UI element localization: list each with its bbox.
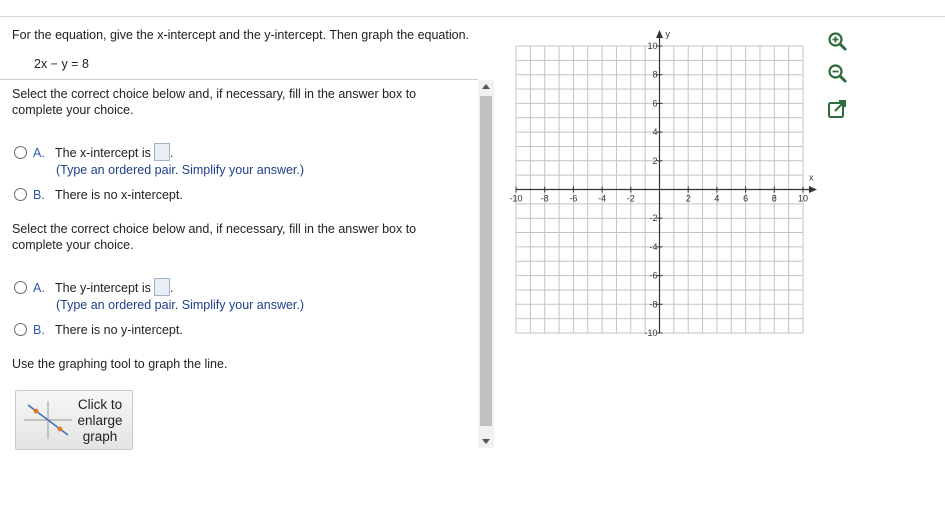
x-option-a[interactable] (14, 143, 173, 161)
y-option-a-radio[interactable] (14, 281, 27, 294)
x-option-b[interactable] (14, 188, 183, 202)
x-option-a-period: . (169, 146, 174, 160)
x-axis-label: x (809, 172, 814, 183)
y-axis-label: y (665, 29, 670, 39)
y-tick-label: -8 (649, 299, 658, 310)
question-pane (0, 17, 478, 457)
zoom-in-icon (826, 30, 848, 52)
coordinate-graph[interactable] (508, 27, 818, 339)
x-tick-label: 4 (714, 193, 720, 204)
y-option-a[interactable] (14, 278, 173, 296)
y-tick-label: 2 (652, 155, 658, 166)
x-tick-label: 2 (685, 193, 691, 204)
x-tick-label: -2 (626, 193, 635, 204)
scroll-up-arrow-icon[interactable] (482, 84, 490, 89)
graph-thumbnail-icon (22, 399, 74, 441)
external-link-icon (826, 98, 848, 120)
graph-instruction: Use the graphing tool to graph the line. (12, 357, 228, 371)
x-tick-label: -4 (598, 193, 607, 204)
y-intercept-answer-box[interactable] (154, 278, 170, 296)
scroll-down-arrow-icon[interactable] (482, 439, 490, 444)
y-tick-label: -6 (649, 270, 658, 281)
y-option-b-radio[interactable] (14, 323, 27, 336)
x-intercept-answer-box[interactable] (154, 143, 170, 161)
enlarge-graph-button[interactable] (15, 390, 133, 450)
y-tick-label: -2 (649, 213, 658, 224)
zoom-out-icon (826, 62, 848, 84)
y-tick-label: -4 (649, 241, 658, 252)
y-tick-label: 10 (647, 41, 658, 51)
enlarge-graph-label (74, 397, 126, 445)
x-option-b-radio[interactable] (14, 188, 27, 201)
x-option-b-letter: B. (33, 188, 45, 202)
x-tick-label: 10 (797, 193, 809, 204)
x-tick-label: -6 (569, 193, 578, 204)
y-tick-label: 8 (652, 69, 658, 80)
y-option-b-text: There is no y-intercept. (55, 323, 183, 337)
y-tick-label: 6 (652, 98, 658, 109)
y-option-a-hint: (Type an ordered pair. Simplify your answer.) (56, 298, 305, 312)
x-axis-arrow-icon (809, 186, 817, 193)
x-option-a-radio[interactable] (14, 146, 27, 159)
x-option-a-letter: A. (33, 146, 45, 160)
enlarge-label-line2: enlarge (77, 413, 123, 428)
y-option-a-text: The y-intercept is (55, 281, 151, 295)
zoom-in-tool[interactable] (826, 30, 848, 52)
y-intercept-prompt: Select the correct choice below and, if necessary, fill in the answer box to complete your choice. (12, 222, 417, 252)
x-tick-label: 6 (743, 193, 749, 204)
x-intercept-prompt: Select the correct choice below and, if necessary, fill in the answer box to complete your choice. (12, 87, 417, 117)
zoom-out-tool[interactable] (826, 62, 848, 84)
x-tick-label: 8 (771, 193, 777, 204)
divider (0, 79, 478, 80)
y-option-b[interactable] (14, 323, 183, 337)
y-option-a-letter: A. (33, 281, 45, 295)
equation: 2x − y = 8 (34, 57, 89, 71)
question-instruction: For the equation, give the x-intercept and the y-intercept. Then graph the equation. (12, 28, 470, 42)
enlarge-label-line3: graph (82, 429, 118, 444)
scrollbar-thumb[interactable] (480, 96, 492, 426)
x-option-a-text: The x-intercept is (55, 146, 151, 160)
y-option-a-period: . (169, 281, 174, 295)
x-option-a-hint: (Type an ordered pair. Simplify your answer.) (56, 163, 305, 177)
vertical-scrollbar[interactable] (478, 80, 494, 448)
y-tick-label: 4 (652, 127, 658, 138)
y-axis-arrow-icon (656, 30, 663, 38)
y-tick-label: -10 (644, 328, 658, 338)
popout-tool[interactable] (826, 98, 848, 120)
y-option-b-letter: B. (33, 323, 45, 337)
x-tick-label: -8 (540, 193, 549, 204)
enlarge-label-line1: Click to (77, 397, 123, 412)
x-tick-label: -10 (509, 193, 523, 204)
x-option-b-text: There is no x-intercept. (55, 188, 183, 202)
